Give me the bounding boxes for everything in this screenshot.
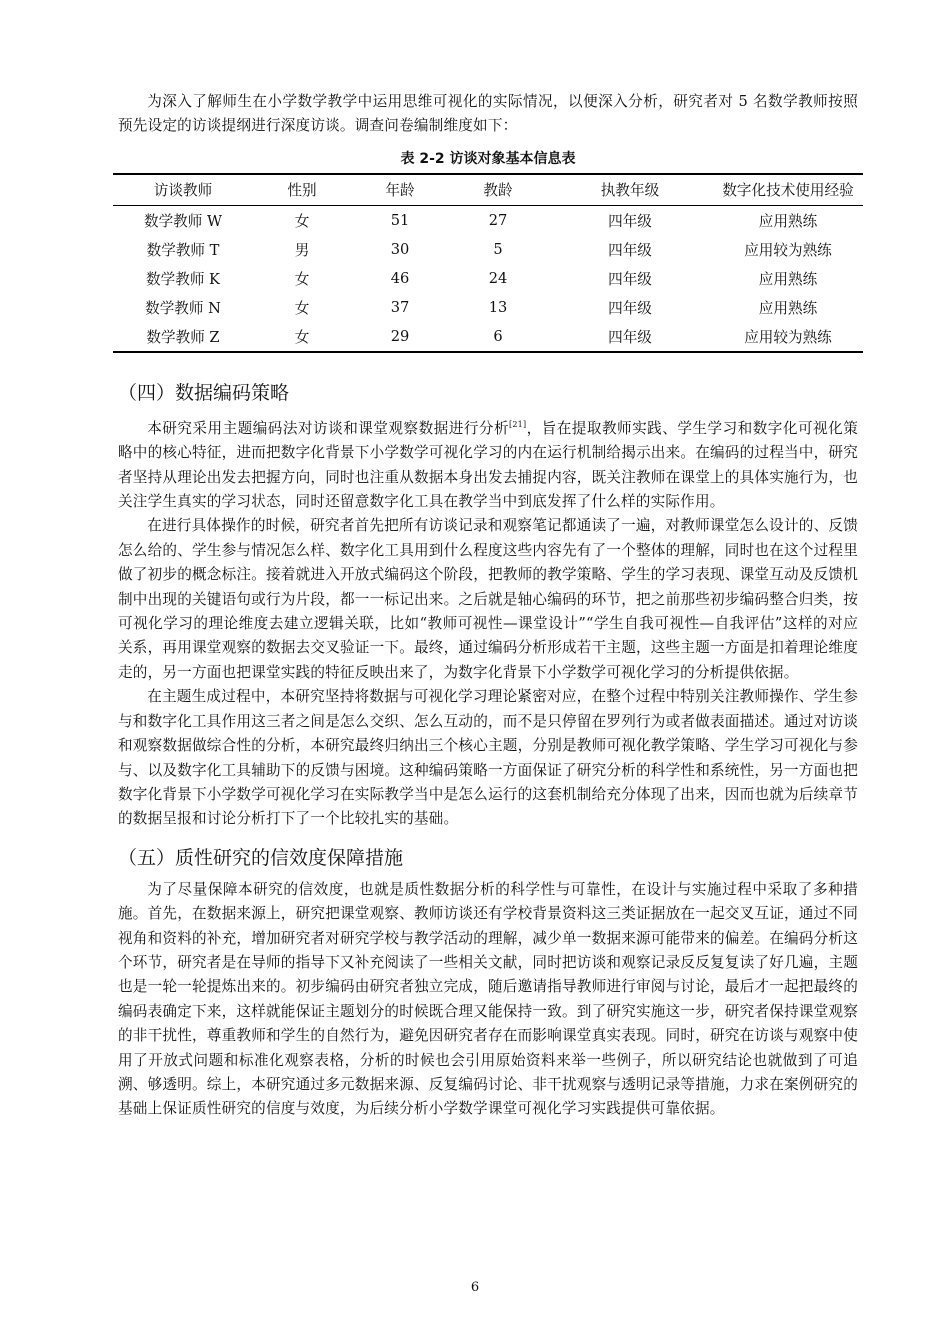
interviewee-info-table — [113, 173, 863, 353]
header-teacher: 访谈教师 — [113, 174, 253, 206]
coding-paragraph-1-continued: ，旨在提取教师实践、学生学习和数字化可视化策略中的核心特征，进而把数字化背景下小学数学可视化学习的内在运行机制给揭示出来。在编码的过程当中，研究者坚持从理论出发去把握方向，同时也注重从数据本身出发去捕捉内容，既关注教师在课堂上的具体实施行为，也关注学生真实的学习状态，同时还留意数字化工具在教学当中到底发挥了什么样的实际作用。 — [118, 419, 858, 511]
cell-grade: 四年级 — [608, 241, 652, 259]
table-row — [113, 235, 863, 264]
table-row — [113, 322, 863, 352]
cell-gender: 女 — [294, 212, 310, 230]
cell-teacher: 数学教师 W — [143, 212, 222, 230]
coding-paragraph-2: 在进行具体操作的时候，研究者首先把所有访谈记录和观察笔记都通读了一遍，对教师课堂怎么设计的、反馈怎么给的、学生参与情况怎么样、数字化工具用到什么程度这些内容先有了一个整体的理解，同时也在这个过程里做了初步的概念标注。接着就进入开放式编码这个阶段，把教师的教学策略、学生的学习表现、课堂互动及反馈机制中出现的关键语句或行为片段，都一一标记出来。之后就是轴心编码的环节，把之前那些初步编码整合归类，按可视化学习的理论维度去建立逻辑关联，比如“教师可视性—课堂设计”“学生自我可视性—自我评估”这样的对应关系，再用课堂观察的数据去交叉验证一下。最终，通过编码分析形成若干主题，这些主题一方面是扣着理论维度走的，另一方面也把课堂实践的特征反映出来了，为数字化背景下小学数学可视化学习的分析提供依据。 — [118, 517, 858, 681]
cell-digital-experience: 应用较为熟练 — [744, 241, 832, 259]
cell-gender: 男 — [294, 241, 310, 259]
cell-digital-experience: 应用熟练 — [758, 270, 818, 288]
section-heading-reliability: （五）质性研究的信效度保障措施 — [118, 846, 404, 869]
header-teaching-years: 教龄 — [449, 174, 547, 206]
cell-gender: 女 — [294, 270, 310, 288]
table-row — [113, 264, 863, 293]
cell-gender: 女 — [253, 322, 351, 352]
coding-paragraph-1 — [118, 417, 858, 515]
cell-digital-experience: 应用熟练 — [758, 212, 818, 230]
coding-paragraph-3: 在主题生成过程中，本研究坚持将数据与可视化学习理论紧密对应，在整个过程中特别关注教师操作、学生参与和数字化工具作用这三者之间是怎么交织、怎么互动的，而不是只停留在罗列行为或者做表面描述。通过对访谈和观察数据做综合性的分析，本研究最终归纳出三个核心主题，分别是教师可视化教学策略、学生学习可视化与参与、以及数字化工具辅助下的反馈与困境。这种编码策略一方面保证了研究分析的科学性和系统性，另一方面也把数字化背景下小学数学可视化学习在实际教学当中是怎么运行的这套机制给充分体现了出来，因而也就为后续章节的数据呈报和讨论分析打下了一个比较扎实的基础。 — [118, 688, 858, 828]
cell-teaching-years: 13 — [488, 298, 508, 316]
cell-age: 37 — [390, 298, 410, 316]
coding-paragraph-1-text: 本研究采用主题编码法对访谈和课堂观察数据进行分析 — [147, 419, 510, 437]
header-digital-experience: 数字化技术使用经验 — [713, 174, 863, 206]
page-number: 6 — [470, 1280, 480, 1295]
table-row — [113, 293, 863, 322]
table-header-row — [113, 174, 863, 206]
cell-teacher: 数学教师 K — [146, 270, 220, 288]
cell-grade: 四年级 — [547, 322, 713, 352]
table-row — [113, 205, 863, 235]
citation-marker: [21] — [509, 419, 527, 429]
cell-age: 29 — [351, 322, 449, 352]
cell-digital-experience: 应用较为熟练 — [713, 322, 863, 352]
section-heading-data-coding: （四）数据编码策略 — [118, 381, 290, 404]
header-age: 年龄 — [351, 174, 449, 206]
cell-teaching-years: 5 — [493, 240, 503, 258]
cell-age: 51 — [390, 211, 410, 229]
cell-teacher: 数学教师 N — [145, 299, 221, 317]
cell-teacher: 数学教师 T — [146, 241, 220, 259]
cell-grade: 四年级 — [608, 270, 652, 288]
reliability-paragraph: 为了尽量保障本研究的信效度，也就是质性数据分析的科学性与可靠性，在设计与实施过程中采取了多种措施。首先，在数据来源上，研究把课堂观察、教师访谈还有学校背景资料这三类证据放在一起交叉互证，通过不同视角和资料的补充，增加研究者对研究学校与教学活动的理解，减少单一数据来源可能带来的偏差。在编码分析这个环节，研究者是在导师的指导下又补充阅读了一些相关文献，同时把访谈和观察记录反反复复读了好几遍，主题也是一轮一轮提炼出来的。初步编码由研究者独立完成，随后邀请指导教师进行审阅与讨论，最后才一起把最终的编码表确定下来，这样就能保证主题划分的时候既合理又能保持一致。到了研究实施这一步，研究者保持课堂观察的非干扰性，尊重教师和学生的自然行为，避免因研究者存在而影响课堂真实表现。同时，研究在访谈与观察中使用了开放式问题和标准化观察表格，分析的时候也会引用原始资料来举一些例子，所以研究结论也就做到了可追溯、够透明。综上，本研究通过多元数据来源、反复编码讨论、非干扰观察与透明记录等措施，力求在案例研究的基础上保证质性研究的信度与效度，为后续分析小学数学课堂可视化学习实践提供可靠依据。 — [118, 880, 858, 1118]
cell-digital-experience: 应用熟练 — [758, 299, 818, 317]
cell-age: 46 — [390, 269, 410, 287]
cell-teacher: 数学教师 Z — [113, 322, 253, 352]
header-grade: 执教年级 — [547, 174, 713, 206]
cell-gender: 女 — [294, 299, 310, 317]
header-gender: 性别 — [253, 174, 351, 206]
cell-age: 30 — [390, 240, 410, 258]
cell-teaching-years: 24 — [488, 269, 508, 287]
cell-teaching-years: 27 — [488, 211, 508, 229]
cell-teaching-years: 6 — [449, 322, 547, 352]
document-page — [118, 90, 858, 1122]
cell-grade: 四年级 — [608, 212, 652, 230]
cell-grade: 四年级 — [608, 299, 652, 317]
table-caption: 表 2-2 访谈对象基本信息表 — [400, 150, 576, 167]
intro-paragraph: 为深入了解师生在小学数学教学中运用思维可视化的实际情况，以便深入分析，研究者对 5 名数学教师按照预先设定的访谈提纲进行深度访谈。调查问卷编制维度如下： — [118, 93, 858, 135]
